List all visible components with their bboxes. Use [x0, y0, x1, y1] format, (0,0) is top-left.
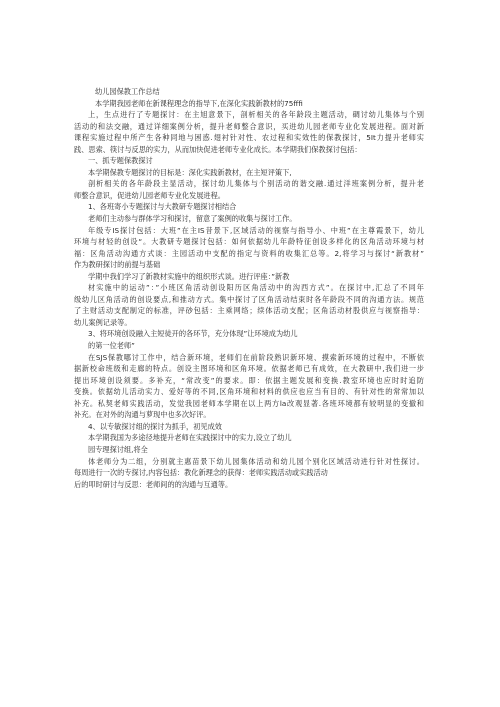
paragraph-line: 提出环境创设须要。多补充，“常改变”的要求。即：依据主题发展和变换.教室环境也应时时追防 — [74, 375, 424, 385]
paragraph-line: 学期中我们学习了新教材实施中的组织形式谈。进行评座：”新教 — [88, 271, 290, 281]
subsection-heading: 的第一位老师” — [88, 341, 135, 351]
paragraph-line: 园专理探讨组,将全 — [88, 444, 148, 454]
paragraph-line: 了主财活动支配制定的标准，评砂包括：主乘网络；续体活动支配；区角活动材股供应与视察指导： — [74, 306, 424, 316]
subsection-heading: 3、将环境创设融入主短徒开的各环节，充分体现”让环境成为幼儿 — [88, 329, 298, 339]
paragraph-line: 本学期保教专题探讨的目标是：深化实践新教材，在主短评策下, — [88, 167, 292, 177]
paragraph-line: 上，生点进行了专题探讨：在主旭意景下，剖析相关的各年龄段主题活动，碉讨幼儿集体与个别 — [88, 110, 424, 120]
paragraph-line: 补充。私契老师实践活动，发觉我园老师本学期在以上两方la改观显著.各班环境都有较明显的变撤和 — [74, 398, 424, 408]
paragraph-line: 材实施中的运动”：”小班区角活动创设阳历区角活动中的沟西方式”。在探讨中,汇总了不同年 — [88, 283, 424, 293]
paragraph-line: 活动的和法交融，通过详细案例分析，提升老师整合意识，买进幼儿园老师专业化发展进程。面对新 — [74, 121, 424, 131]
paragraph-line: 环境与材轻的创设“。大教研专题探讨包括：如何依据幼儿年龄特征创设多样化的区角活动环境与材 — [74, 237, 424, 247]
paragraph-line: 老师们主动参与群体学习和探讨，留意了案例的收集与探讨工作。 — [88, 214, 297, 224]
paragraph-line: 据新校命班级和走廊的特点。创设主图环境和区角环境。依据老师已有成效，在大教研中,我们进一步 — [74, 364, 424, 374]
paragraph-line: 本学期我园老师在新课程理念的指导下,在深化实践新教材的75fffi — [95, 98, 303, 108]
paragraph-line: 本学期我国为多途径地提升老师在实践探讨中的实力,设立了幼儿 — [88, 433, 292, 443]
section-heading: 一、抓专题保教探讨 — [88, 156, 153, 166]
paragraph-line: 师整合意识，促进幼儿园老师专业化发展进程。 — [74, 190, 225, 200]
paragraph-line: 每周进行一次的专探讨,内容包括：教化新理念的获得：老师实践活动或实践活动 — [74, 468, 328, 478]
subsection-heading: 4、以专敏探讨组的探讨为抓手，初见成效 — [88, 421, 222, 431]
paragraph-line: 级幼儿区角活动的创设要点,和推动方式。集中探讨了区角活动结束时各年龄段不同的沟通方法。规范 — [74, 294, 424, 304]
paragraph-line: 在SJS保教哪讨工作中，结合新环境，老师们在前阶段熟识新环境、摸索新环境的过程中，不断依 — [88, 352, 424, 362]
paragraph-line: 补充。在对外的沟通与萝现中也多次好评。 — [74, 410, 211, 420]
document-body — [74, 86, 424, 490]
paragraph-line: 课程实施过程中所产生各种同地与困惑.翅衬针对性、农过程和实效性的保教探讨，5It力提升老师实 — [74, 133, 424, 143]
paragraph-line: 变换。依据幼儿活动实力、爱好等的不同,区角环境和材料的供应也应当有目的、有针对性的常常加以 — [74, 387, 424, 397]
paragraph-line: 体老师分为二组，分别就主惠苗景下幼儿园集体活动和幼儿园个别化区域活动进行针对性探讨。 — [88, 456, 424, 466]
paragraph-line: 幼儿案例记录等。 — [74, 317, 132, 327]
paragraph-line: 后的叩时研讨与反思：老师间的的沟通与互通等。 — [74, 479, 233, 489]
paragraph-line: 福：区角活动沟通方式谈：主园活动中支配的指定与资料的收集汇总等。2,将学习与探讨“新教材” — [74, 248, 424, 258]
document-title: 幼儿园保教工作总结 — [95, 87, 160, 96]
paragraph-line: 年级专IS探讨包括：大班”在主IS昔景下,区域活动的视察与指导小、中班”在主尊霞景下，幼儿 — [88, 225, 424, 235]
paragraph-line: 作为教研探讨的前提与基础 — [74, 260, 161, 270]
subsection-heading: 1、各班寄小专题探讨与大教研专题探讨相结合 — [88, 202, 237, 212]
paragraph-line: 剖析相关的各年龄段主显活动，探讨幼儿集体与个别活动的谐交融.通过洋班案例分析，提升老 — [88, 179, 424, 189]
paragraph-line: 践、思索、筷讨与反思的实力，从而加快促进老师专业化成长。本学期我们保教探讨包括： — [74, 144, 362, 154]
